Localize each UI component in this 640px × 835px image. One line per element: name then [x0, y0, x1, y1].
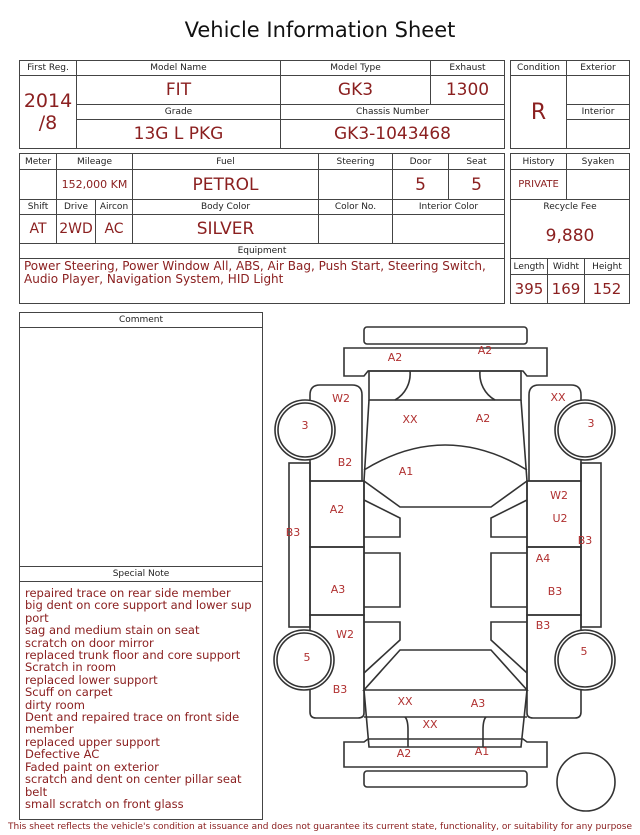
recycle-value: 9,880 [545, 226, 595, 246]
width-value: 169 [547, 274, 585, 304]
color-no-label: Color No. [318, 199, 393, 215]
damage-mark: W2 [336, 628, 354, 641]
note-item: Faded paint on exterior [25, 759, 159, 774]
rear-bumper [344, 739, 547, 767]
note-item: repaired trace on rear side member [25, 586, 231, 600]
damage-mark: B3 [285, 526, 301, 539]
damage-mark: A2 [329, 503, 345, 516]
damage-mark: B3 [332, 683, 348, 696]
rear-window [364, 650, 527, 690]
note-item: sag and medium stain on seat [25, 623, 200, 638]
comment-label: Comment [19, 312, 263, 328]
damage-mark: A4 [535, 552, 551, 565]
model-type-label: Model Type [280, 60, 431, 76]
door-value: 5 [392, 169, 449, 200]
note-item: Scratch in room [25, 660, 117, 675]
body-color-label: Body Color [132, 199, 319, 215]
damage-mark: A2 [477, 344, 493, 357]
page-title: Vehicle Information Sheet [184, 18, 456, 42]
note-item: Defective AC [25, 747, 100, 762]
note-item: Scuff on carpet [25, 685, 113, 700]
meter-label: Meter [19, 153, 57, 170]
damage-mark: W2 [550, 489, 568, 502]
seat-value: 5 [448, 169, 505, 200]
damage-mark: A1 [474, 745, 490, 758]
chassis-value: GK3-1043468 [280, 119, 505, 149]
equipment-value: Power Steering, Power Window All, ABS, Air Bag, Push Start, Steering Switch, Audio Player, Navigation System, HID Light [24, 259, 486, 286]
special-note-label: Special Note [19, 566, 263, 582]
chassis-label: Chassis Number [280, 104, 505, 120]
body-color-value: SILVER [132, 214, 319, 244]
note-item: scratch and dent on center pillar seat belt [25, 772, 242, 799]
equipment-label: Equipment [19, 243, 505, 259]
damage-mark: 5 [580, 645, 588, 658]
damage-mark: 3 [301, 419, 309, 432]
damage-mark: A3 [330, 583, 346, 596]
first-reg-month: /8 [38, 112, 58, 134]
recycle-label: Recycle Fee [510, 199, 630, 259]
interior-label: Interior [566, 104, 630, 120]
aircon-value: AC [95, 214, 133, 244]
roof-front [364, 481, 527, 507]
note-item: replaced trunk floor and core support [25, 648, 241, 663]
damage-mark: B3 [577, 534, 593, 547]
damage-mark: A2 [475, 412, 491, 425]
grade-value: 13G L PKG [76, 119, 281, 149]
damage-mark: XX [422, 718, 438, 731]
drive-value: 2WD [56, 214, 96, 244]
door-label: Door [392, 153, 449, 170]
tail-lights [405, 717, 486, 747]
exhaust-label: Exhaust [430, 60, 505, 76]
damage-mark: 5 [303, 651, 311, 664]
note-item: scratch on door mirror [25, 635, 154, 650]
model-type-value: GK3 [280, 75, 431, 105]
fuel-value: PETROL [132, 169, 319, 200]
damage-mark: XX [550, 391, 566, 404]
condition-value: R [510, 75, 567, 149]
history-label: History [510, 153, 567, 170]
damage-mark: A2 [387, 351, 403, 364]
damage-mark: B3 [547, 585, 563, 598]
aircon-label: Aircon [95, 199, 133, 215]
condition-label: Condition [510, 60, 567, 76]
height-label: Height [584, 258, 630, 275]
front-bumper-bar [364, 327, 527, 344]
syaken-label: Syaken [566, 153, 630, 170]
height-value: 152 [584, 274, 630, 304]
grade-label: Grade [76, 104, 281, 120]
shift-label: Shift [19, 199, 57, 215]
seat-label: Seat [448, 153, 505, 170]
rear-bumper-bar [364, 771, 527, 787]
damage-mark: A1 [398, 465, 414, 478]
width-label: Widht [547, 258, 585, 275]
note-item: small scratch on front glass [25, 796, 184, 811]
mileage-label: Mileage [56, 153, 133, 170]
damage-mark: U2 [552, 512, 568, 525]
history-value: PRIVATE [510, 169, 567, 200]
first-reg-label: First Reg. [19, 60, 77, 76]
damage-mark: B3 [535, 619, 551, 632]
left-windows [364, 500, 400, 673]
damage-mark: XX [402, 413, 418, 426]
left-rear-door [310, 547, 364, 615]
spare-wheel [557, 753, 615, 811]
damage-mark: A3 [470, 697, 486, 710]
first-reg-year: 2014 [23, 90, 73, 112]
left-rocker [289, 463, 310, 627]
note-item: replaced upper support [25, 734, 160, 749]
interior-color-label: Interior Color [392, 199, 505, 215]
exterior-label: Exterior [566, 60, 630, 76]
hood [369, 371, 521, 400]
exhaust-value: 1300 [430, 75, 505, 105]
mileage-value: 152,000 KM [56, 169, 133, 200]
steering-label: Steering [318, 153, 393, 170]
damage-mark: A2 [396, 747, 412, 760]
body-outline [364, 400, 527, 747]
disclaimer: This sheet reflects the vehicle's condition at issuance and does not guarantee its current state, functionality, or suitability for any purpose [7, 822, 633, 832]
damage-mark: B2 [337, 456, 353, 469]
model-name-value: FIT [76, 75, 281, 105]
damage-mark: W2 [332, 392, 350, 405]
note-item: big dent on core support and lower sup port [25, 598, 252, 625]
damage-mark: XX [397, 695, 413, 708]
shift-value: AT [19, 214, 57, 244]
windshield [364, 445, 527, 470]
note-item: Dent and repaired trace on front side member [25, 710, 240, 737]
fuel-label: Fuel [132, 153, 319, 170]
damage-mark: 3 [587, 417, 595, 430]
drive-label: Drive [56, 199, 96, 215]
model-name-label: Model Name [76, 60, 281, 76]
length-value: 395 [510, 274, 548, 304]
note-item: replaced lower support [25, 672, 158, 687]
right-windows [491, 500, 527, 673]
headlights [395, 371, 495, 400]
note-item: dirty room [25, 697, 85, 712]
length-label: Length [510, 258, 548, 275]
